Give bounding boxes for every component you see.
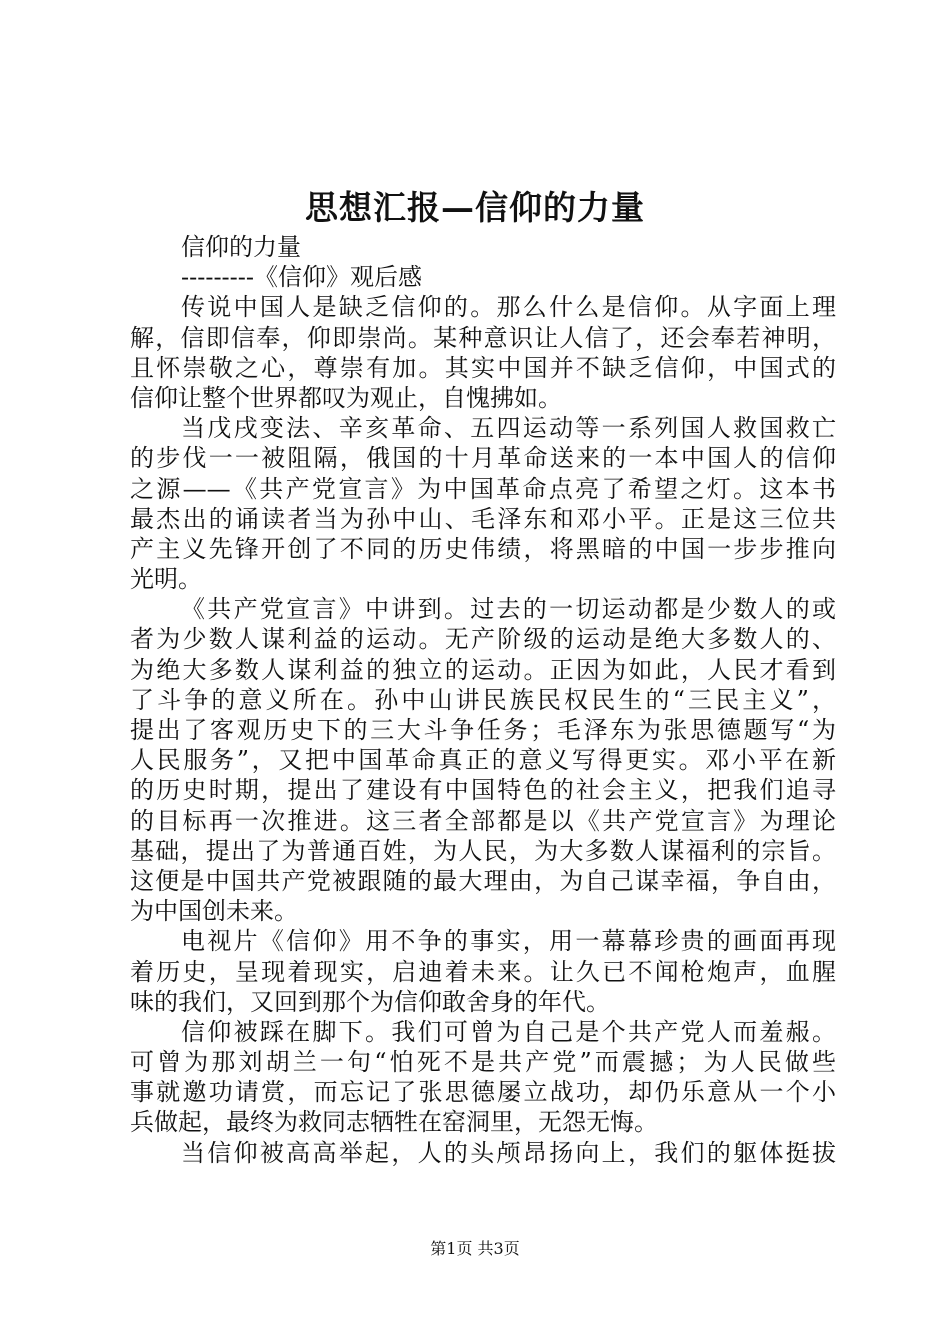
- paragraph-line: 为绝大多数人谋利益的独立的运动。正因为如此，人民才看到: [130, 655, 836, 684]
- paragraph-line: 的目标再一次推进。这三者全部都是以《共产党宣言》为理论: [130, 806, 836, 835]
- paragraph-line: 之源——《共产党宣言》为中国革命点亮了希望之灯。这本书: [130, 474, 836, 503]
- page-footer: 第1页 共3页: [430, 1239, 520, 1258]
- paragraph-line: 的历史时期，提出了建设有中国特色的社会主义，把我们追寻: [130, 776, 836, 805]
- paragraph: [130, 413, 836, 594]
- paragraph-line: 当戊戌变法、辛亥革命、五四运动等一系列国人救国救亡: [181, 414, 836, 443]
- paragraph-line: 事就邀功请赏，而忘记了张思德屡立战功，却仍乐意从一个小: [130, 1078, 836, 1107]
- paragraph-line: 信仰让整个世界都叹为观止，自愧拂如。: [130, 383, 562, 412]
- paragraph-line: 信仰被踩在脚下。我们可曾为自己是个共产党人而羞赧。: [181, 1017, 836, 1046]
- byline: ---------《信仰》观后感: [181, 263, 422, 292]
- paragraph-line: 为中国创未来。: [130, 897, 298, 926]
- paragraph-line: 《共产党宣言》中讲到。过去的一切运动都是少数人的或: [181, 595, 836, 624]
- paragraph: [130, 594, 836, 926]
- paragraph-line: 光明。: [130, 565, 202, 594]
- paragraph-line: 且怀崇敬之心，尊崇有加。其实中国并不缺乏信仰，中国式的: [130, 353, 836, 382]
- paragraph-line: 这便是中国共产党被跟随的最大理由，为自己谋幸福，争自由，: [130, 866, 836, 895]
- paragraph-line: 人民服务”，又把中国革命真正的意义写得更实。邓小平在新: [130, 746, 836, 775]
- paragraph-line: 解，信即信奉，仰即崇尚。某种意识让人信了，还会奉若神明，: [130, 323, 836, 352]
- paragraph-line: 电视片《信仰》用不争的事实，用一幕幕珍贵的画面再现: [181, 927, 836, 956]
- paragraph: [130, 1138, 836, 1168]
- paragraph: [130, 1017, 836, 1138]
- paragraph-line: 兵做起，最终为救同志牺牲在窑洞里，无怨无悔。: [130, 1108, 658, 1137]
- paragraph-line: 者为少数人谋利益的运动。无产阶级的运动是绝大多数人的、: [130, 625, 836, 654]
- paragraph-line: 的步伐一一被阻隔，俄国的十月革命送来的一本中国人的信仰: [130, 444, 836, 473]
- subtitle: 信仰的力量: [181, 233, 301, 261]
- paragraph-line: 了斗争的意义所在。孙中山讲民族民权民生的“三民主义”，: [130, 685, 836, 714]
- paragraph: [130, 926, 836, 1017]
- paragraph-line: 可曾为那刘胡兰一句“怕死不是共产党”而震撼；为人民做些: [130, 1048, 836, 1077]
- paragraph-line: 传说中国人是缺乏信仰的。那么什么是信仰。从字面上理: [181, 293, 836, 322]
- paragraph-line: 基础，提出了为普通百姓，为人民，为大多数人谋福利的宗旨。: [130, 836, 836, 865]
- paragraph-line: 最杰出的诵读者当为孙中山、毛泽东和邓小平。正是这三位共: [130, 504, 836, 533]
- paragraph-line: 当信仰被高高举起，人的头颅昂扬向上，我们的躯体挺拔: [181, 1138, 836, 1167]
- document-body: [130, 232, 836, 1168]
- paragraph-line: 提出了客观历史下的三大斗争任务；毛泽东为张思德题写“为: [130, 716, 836, 744]
- paragraph-line: 着历史，呈现着现实，启迪着未来。让久已不闻枪炮声，血腥: [130, 957, 836, 986]
- paragraph-line: 味的我们，又回到那个为信仰敢舍身的年代。: [130, 987, 610, 1016]
- paragraph: [130, 292, 836, 413]
- document-title: 思想汇报—信仰的力量: [305, 188, 645, 227]
- paragraph-line: 产主义先锋开创了不同的历史伟绩，将黑暗的中国一步步推向: [130, 534, 836, 563]
